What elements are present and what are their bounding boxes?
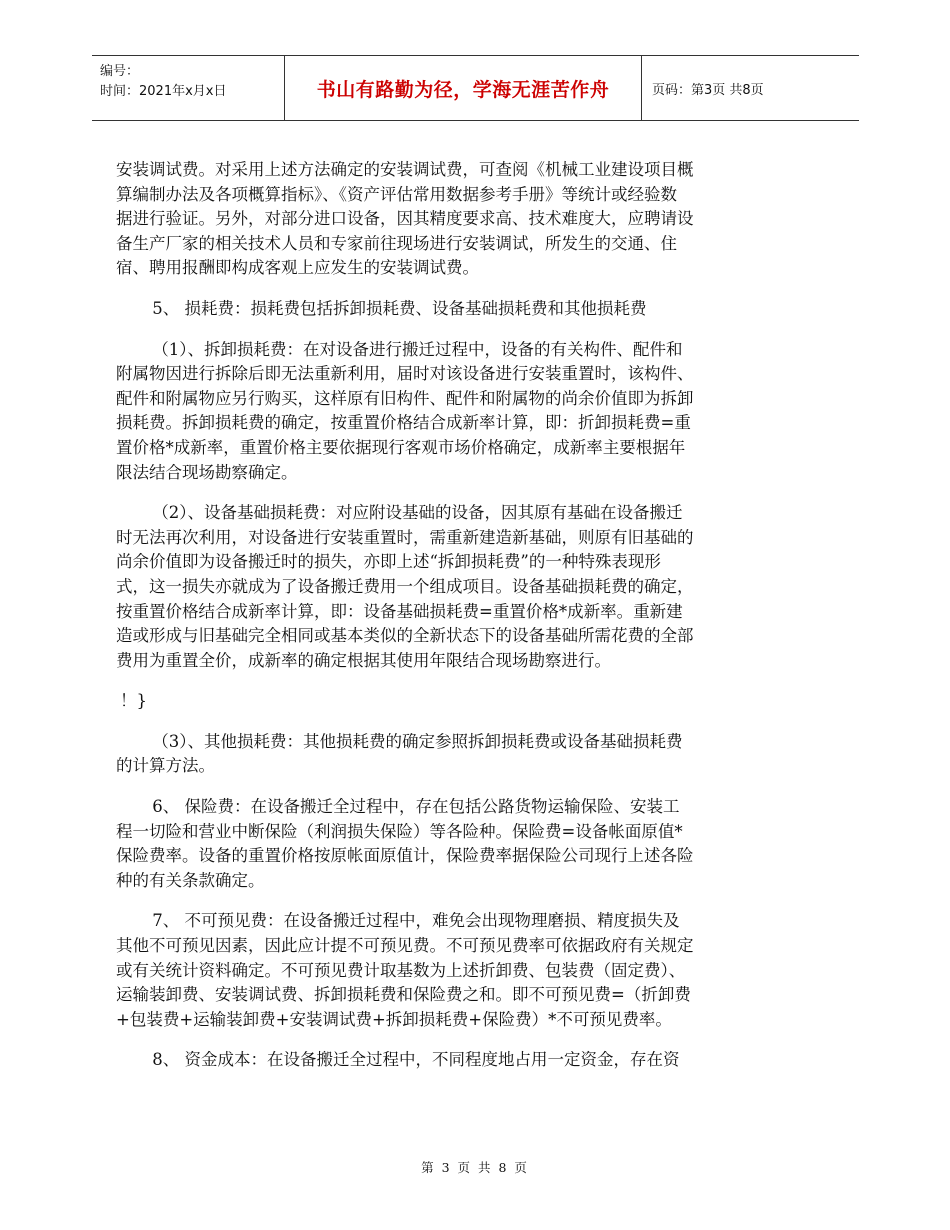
paragraph-line: 或有关统计资料确定。不可预见费计取基数为上述折卸费、包装费（固定费）、 — [116, 960, 686, 980]
paragraph-line: 保险费率。设备的重置价格按原帐面原值计，保险费率据保险公司现行上述各险 — [116, 846, 694, 866]
paragraph-line: 时无法再次利用，对设备进行安装重置时，需重新建造新基础，则原有旧基础的 — [116, 527, 694, 547]
paragraph-line: （3）、其他损耗费：其他损耗费的确定参照拆卸损耗费或设备基础损耗费 — [152, 731, 683, 751]
page-footer: 第 3 页 共 8 页 — [421, 1160, 529, 1175]
header-meta — [92, 56, 285, 120]
paragraph-line: 造或形成与旧基础完全相同或基本类似的全新状态下的设备基础所需花费的全部 — [116, 626, 694, 646]
paragraph-line: 7、 不可预见费：在设备搬迁过程中，难免会出现物理磨损、精度损失及 — [152, 911, 680, 931]
document-number-label: 编号： — [100, 64, 140, 79]
paragraph-line: 6、 保险费：在设备搬迁全过程中，存在包括公路货物运输保险、安装工 — [152, 797, 680, 817]
body-paragraph — [116, 338, 776, 486]
body-paragraph — [120, 689, 776, 714]
paragraph-line: 安装调试费。对采用上述方法确定的安装调试费，可查阅《机械工业建设项目概 — [116, 160, 694, 179]
paragraph-line: 按重置价格结合成新率计算，即：设备基础损耗费=重置价格*成新率。重新建 — [116, 601, 683, 621]
paragraph-line: 配件和附属物应另行购买，这样原有旧构件、配件和附属物的尚余价值即为拆卸 — [116, 388, 694, 408]
paragraph-line: 据进行验证。另外，对部分进口设备，因其精度要求高、技术难度大，应聘请设 — [116, 209, 694, 229]
paragraph-line: 8、 资金成本：在设备搬迁全过程中，不同程度地占用一定资金，存在资 — [152, 1050, 680, 1070]
paragraph-line: 其他不可预见因素，因此应计提不可预见费。不可预见费率可依据政府有关规定 — [116, 936, 694, 956]
paragraph-line: 5、 损耗费：损耗费包括拆卸损耗费、设备基础损耗费和其他损耗费 — [152, 298, 647, 318]
paragraph-line: 宿、聘用报酬即构成客观上应发生的安装调试费。 — [116, 258, 479, 278]
paragraph-line: 种的有关条款确定。 — [116, 870, 265, 890]
body-paragraph — [116, 730, 776, 779]
paragraph-line: 尚余价值即为设备搬迁时的损失，亦即上述“拆卸损耗费”的一种特殊表现形 — [116, 552, 661, 572]
page-header — [92, 55, 859, 121]
paragraph-line: 运输装卸费、安装调试费、拆卸损耗费和保险费之和。即不可预见费=（折卸费 — [116, 985, 691, 1005]
body-paragraph — [116, 501, 776, 673]
paragraph-line: 备生产厂家的相关技术人员和专家前往现场进行安装调试，所发生的交通、住 — [116, 233, 677, 253]
paragraph-line: 式，这一损失亦就成为了设备搬迁费用一个组成项目。设备基础损耗费的确定， — [116, 576, 694, 596]
paragraph-line: 的计算方法。 — [116, 756, 215, 776]
paragraph-line: 算编制办法及各项概算指标》、《资产评估常用数据参考手册》等统计或经验数 — [116, 184, 677, 204]
paragraph-line: 损耗费。拆卸损耗费的确定，按重置价格结合成新率计算，即：折卸损耗费=重 — [116, 413, 691, 433]
body-paragraph — [116, 297, 776, 322]
paragraph-line: ！} — [120, 691, 147, 711]
paragraph-line: （2）、设备基础损耗费：对应附设基础的设备，因其原有基础在设备搬迁 — [152, 503, 683, 523]
paragraph-line: 限法结合现场勘察确定。 — [116, 462, 298, 482]
body-paragraph — [116, 1048, 776, 1073]
header-page-info: 页码：第3页 共8页 — [652, 82, 764, 98]
paragraph-line: 置价格*成新率，重置价格主要依据现行客观市场价格确定，成新率主要根据年 — [116, 437, 686, 457]
body-paragraph — [116, 158, 776, 281]
paragraph-line: +包装费+运输装卸费+安装调试费+拆卸损耗费+保险费）*不可预见费率。 — [116, 1009, 672, 1029]
paragraph-line: 程一切险和营业中断保险（利润损失保险）等各险种。保险费=设备帐面原值* — [116, 821, 683, 841]
document-time-label: 时间：2021年x月x日 — [100, 84, 227, 99]
body-paragraph — [116, 795, 776, 893]
paragraph-line: 附属物因进行拆除后即无法重新利用，届时对该设备进行安装重置时，该构件、 — [116, 364, 694, 384]
paragraph-line: 费用为重置全价，成新率的确定根据其使用年限结合现场勘察进行。 — [116, 650, 611, 670]
document-body — [116, 158, 776, 1089]
paragraph-line: （1）、拆卸损耗费：在对设备进行搬迁过程中，设备的有关构件、配件和 — [152, 339, 683, 359]
header-motto: 书山有路勤为径，学海无涯苦作舟 — [285, 56, 642, 120]
body-paragraph — [116, 909, 776, 1032]
